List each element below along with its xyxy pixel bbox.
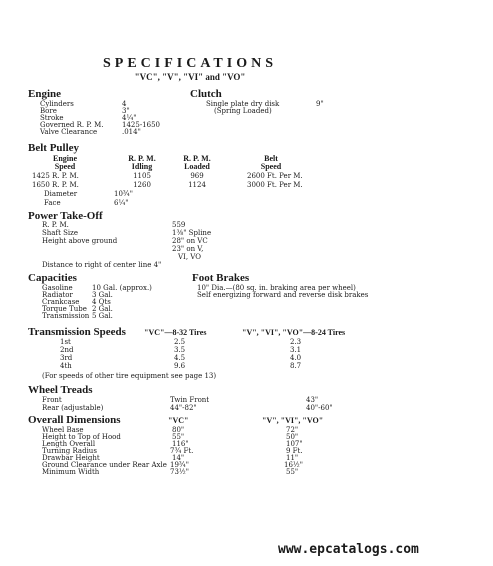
- dim-v: 16½": [284, 461, 303, 469]
- belt-row-engine: 1425 R. P. M.: [32, 172, 79, 180]
- foot-brakes-size: 10" Dia.—(80 sq. in. braking area per wheel): [197, 284, 356, 292]
- dim-vc: 55": [172, 433, 185, 441]
- gear-v: 2.3: [290, 338, 302, 346]
- page-title: SPECIFICATIONS: [103, 56, 277, 71]
- engine-label: Stroke: [40, 114, 64, 122]
- capacity-value: 2 Gal.: [92, 305, 113, 313]
- watermark-url: www.epcatalogs.com: [278, 542, 419, 557]
- dim-vc: 116": [172, 440, 189, 448]
- col-v: "V", "VI", "VO": [262, 416, 324, 425]
- engine-label: Cylinders: [40, 100, 74, 108]
- capacity-label: Radiator: [42, 291, 73, 299]
- tread-rear-v: 40"-60": [306, 404, 333, 412]
- dim-label: Height to Top of Hood: [42, 433, 121, 441]
- overall-heading: Overall Dimensions: [28, 414, 121, 426]
- tread-rear-vc: 44"-82": [170, 404, 197, 412]
- col-vc: "VC": [168, 416, 189, 425]
- clutch-heading: Clutch: [190, 88, 222, 100]
- dim-v: 55": [286, 468, 299, 476]
- belt-row-idling: 1260: [133, 181, 151, 189]
- engine-label: Valve Clearance: [40, 128, 98, 136]
- pto-height-v: 23" on V,: [172, 245, 204, 253]
- capacity-label: Gasoline: [42, 284, 73, 292]
- gear-label: 4th: [60, 362, 72, 370]
- capacity-value: 10 Gal. (approx.): [92, 284, 152, 292]
- tread-front-label: Front: [42, 396, 62, 404]
- clutch-size: 9": [316, 100, 324, 108]
- dim-label: Turning Radius: [42, 447, 97, 455]
- pto-rpm-label: R. P. M.: [42, 221, 69, 229]
- col-engine-speed-2: Speed: [54, 162, 76, 171]
- engine-label: Bore: [40, 107, 57, 115]
- gear-vc: 9.6: [174, 362, 186, 370]
- transmission-note: (For speeds of other tire equipment see page 13): [42, 372, 217, 380]
- col-engine-speed: Engine: [52, 154, 77, 163]
- dim-label: Minimum Width: [42, 468, 100, 476]
- clutch-note: (Spring Loaded): [214, 107, 272, 115]
- engine-value: .014": [122, 128, 141, 136]
- wheel-treads-heading: Wheel Treads: [28, 384, 93, 396]
- diameter-value: 10¾": [114, 190, 133, 198]
- belt-row-loaded: 1124: [188, 181, 206, 189]
- dim-vc: 73½": [170, 468, 189, 476]
- gear-vc: 2.5: [174, 338, 186, 346]
- engine-value: 4: [122, 100, 127, 108]
- col-rpm-loaded-2: Loaded: [184, 162, 210, 171]
- gear-v: 4.0: [290, 354, 302, 362]
- belt-row-idling: 1105: [133, 172, 151, 180]
- engine-value: 4¼": [122, 114, 137, 122]
- dim-v: 72": [286, 426, 299, 434]
- dim-label: Ground Clearance under Rear Axle: [42, 461, 167, 469]
- col-belt-speed-2: Speed: [260, 162, 282, 171]
- pto-shaft-value: 1⅜" Spline: [172, 229, 212, 237]
- col-rpm-idling-2: Idling: [131, 162, 153, 171]
- pto-height-vc: 28" on VC: [172, 237, 208, 245]
- face-value: 6¼": [114, 199, 129, 207]
- engine-heading: Engine: [28, 88, 62, 100]
- pto-rpm-value: 559: [172, 221, 186, 229]
- belt-row-speed: 3000 Ft. Per M.: [247, 181, 303, 189]
- gear-label: 1st: [60, 338, 71, 346]
- col-rpm-idling: R. P. M.: [128, 154, 156, 163]
- dim-v: 9 Ft.: [286, 447, 303, 455]
- pto-height-label: Height above ground: [42, 237, 118, 245]
- pto-heading: Power Take-Off: [28, 210, 103, 222]
- engine-value: 1425-1650: [122, 121, 160, 129]
- dim-v: 107": [286, 440, 303, 448]
- pto-height-vi-vo: VI, VO: [178, 253, 201, 261]
- gear-vc: 4.5: [174, 354, 186, 362]
- col-rpm-loaded: R. P. M.: [183, 154, 211, 163]
- pto-shaft-label: Shaft Size: [42, 229, 78, 237]
- capacity-label: Crankcase: [42, 298, 80, 306]
- capacity-value: 5 Gal.: [92, 312, 113, 320]
- dim-vc: 7¾ Ft.: [170, 447, 194, 455]
- capacity-value: 4 Qts: [92, 298, 111, 306]
- gear-label: 2nd: [60, 346, 74, 354]
- face-label: Face: [44, 199, 61, 207]
- dim-v: 50": [286, 433, 299, 441]
- clutch-type: Single plate dry disk: [206, 100, 280, 108]
- gear-label: 3rd: [60, 354, 73, 362]
- dim-label: Length Overall: [42, 440, 96, 448]
- engine-label: Governed R. P. M.: [40, 121, 104, 129]
- belt-row-speed: 2600 Ft. Per M.: [247, 172, 303, 180]
- gear-v: 3.1: [290, 346, 302, 354]
- transmission-heading: Transmission Speeds: [28, 326, 126, 338]
- tread-rear-label: Rear (adjustable): [42, 404, 104, 412]
- belt-row-engine: 1650 R. P. M.: [32, 181, 79, 189]
- foot-brakes-type: Self energizing forward and reverse disk brakes: [197, 291, 369, 299]
- belt-row-loaded: 969: [190, 172, 204, 180]
- dim-vc: 14": [172, 454, 185, 462]
- col-belt-speed: Belt: [264, 154, 278, 163]
- capacity-label: Torque Tube: [42, 305, 87, 313]
- page-subtitle: "VC", "V", "VI" and "VO": [134, 72, 246, 82]
- capacities-heading: Capacities: [28, 272, 77, 284]
- foot-brakes-heading: Foot Brakes: [192, 272, 250, 284]
- gear-vc: 3.5: [174, 346, 186, 354]
- belt-pulley-heading: Belt Pulley: [28, 142, 80, 154]
- gear-v: 8.7: [290, 362, 302, 370]
- capacity-value: 3 Gal.: [92, 291, 113, 299]
- dim-label: Drawbar Height: [42, 454, 100, 462]
- tread-front-v: 43": [306, 396, 319, 404]
- engine-value: 3": [122, 107, 130, 115]
- col-v-tires: "V", "VI", "VO"—8-24 Tires: [242, 328, 346, 337]
- dim-v: 11": [286, 454, 299, 462]
- dim-vc: 19¾": [170, 461, 189, 469]
- tread-front-vc: Twin Front: [170, 396, 210, 404]
- col-vc-tires: "VC"—8-32 Tires: [144, 328, 207, 337]
- capacity-label: Transmission: [42, 312, 90, 320]
- pto-distance: Distance to right of center line 4": [42, 261, 162, 269]
- diameter-label: Diameter: [44, 190, 78, 198]
- dim-label: Wheel Base: [42, 426, 84, 434]
- dim-vc: 80": [172, 426, 185, 434]
